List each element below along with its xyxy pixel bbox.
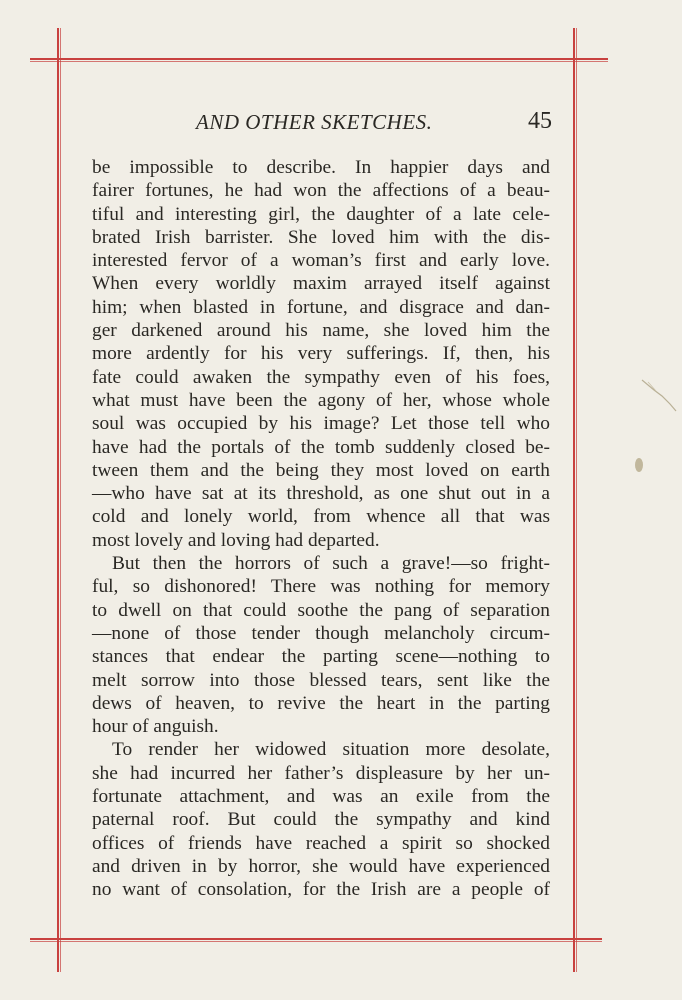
text-line: ger darkened around his name, she loved him the [92, 320, 550, 342]
text-line: hour of anguish. [92, 716, 219, 738]
top-red-rule [30, 58, 608, 60]
text-line: interested fervor of a woman’s first and early love. [92, 250, 550, 272]
text-line: to dwell on that could soothe the pang of separation [92, 599, 550, 621]
text-line: him; when blasted in fortune, and disgrace and dan- [92, 296, 550, 318]
text-line: most lovely and loving had departed. [92, 529, 380, 551]
text-line: brated Irish barrister. She loved him with the dis- [92, 226, 550, 248]
text-line: stances that endear the parting scene—nothing to [92, 646, 550, 668]
margin-speck-dot [632, 455, 646, 475]
text-line: —none of those tender though melancholy circum- [92, 622, 550, 644]
text-line: have had the portals of the tomb suddenly closed be- [92, 436, 550, 458]
bottom-red-rule-inner [30, 941, 602, 942]
text-line: tween them and the being they most loved on earth [92, 459, 550, 481]
body-text [92, 156, 550, 902]
text-line: be impossible to describe. In happier days and [92, 157, 550, 178]
text-line: To render her widowed situation more desolate, [112, 739, 550, 761]
left-red-rule-inner [60, 28, 61, 972]
left-red-rule [57, 28, 59, 972]
running-head: AND OTHER SKETCHES. [196, 110, 433, 134]
text-line: fortunate attachment, and was an exile from the [92, 786, 550, 808]
text-line: cold and lonely world, from whence all that was [92, 506, 550, 528]
top-red-rule-inner [30, 61, 608, 62]
text-line: no want of consolation, for the Irish are a people of [92, 879, 550, 901]
text-line: paternal roof. But could the sympathy and kind [92, 809, 550, 831]
text-line: —who have sat at its threshold, as one shut out in a [92, 483, 550, 505]
right-red-rule [573, 28, 575, 972]
text-line: soul was occupied by his image? Let those tell who [92, 413, 550, 435]
text-line: she had incurred her father’s displeasure by her un- [92, 762, 550, 784]
text-line: melt sorrow into those blessed tears, sent like the [92, 669, 550, 691]
page-header [92, 108, 552, 138]
text-line: more ardently for his very sufferings. If, then, his [92, 343, 550, 365]
text-line: ful, so dishonored! There was nothing for memory [92, 576, 550, 598]
margin-speck-mark [640, 378, 680, 414]
text-line: and driven in by horror, she would have experienced [92, 855, 550, 877]
text-line: When every worldly maxim arrayed itself against [92, 273, 550, 295]
text-line: dews of heaven, to revive the heart in the parting [92, 692, 550, 714]
text-line: fairer fortunes, he had won the affections of a beau- [92, 180, 550, 202]
text-line: fate could awaken the sympathy even of his foes, [92, 366, 550, 388]
text-line: tiful and interesting girl, the daughter of a late cele- [92, 203, 550, 225]
page-number: 45 [528, 108, 552, 134]
bottom-red-rule [30, 938, 602, 940]
right-red-rule-inner [576, 28, 577, 972]
text-line: offices of friends have reached a spirit so shocked [92, 832, 550, 854]
text-line: But then the horrors of such a grave!—so fright- [112, 553, 550, 575]
text-line: what must have been the agony of her, whose whole [92, 389, 550, 411]
